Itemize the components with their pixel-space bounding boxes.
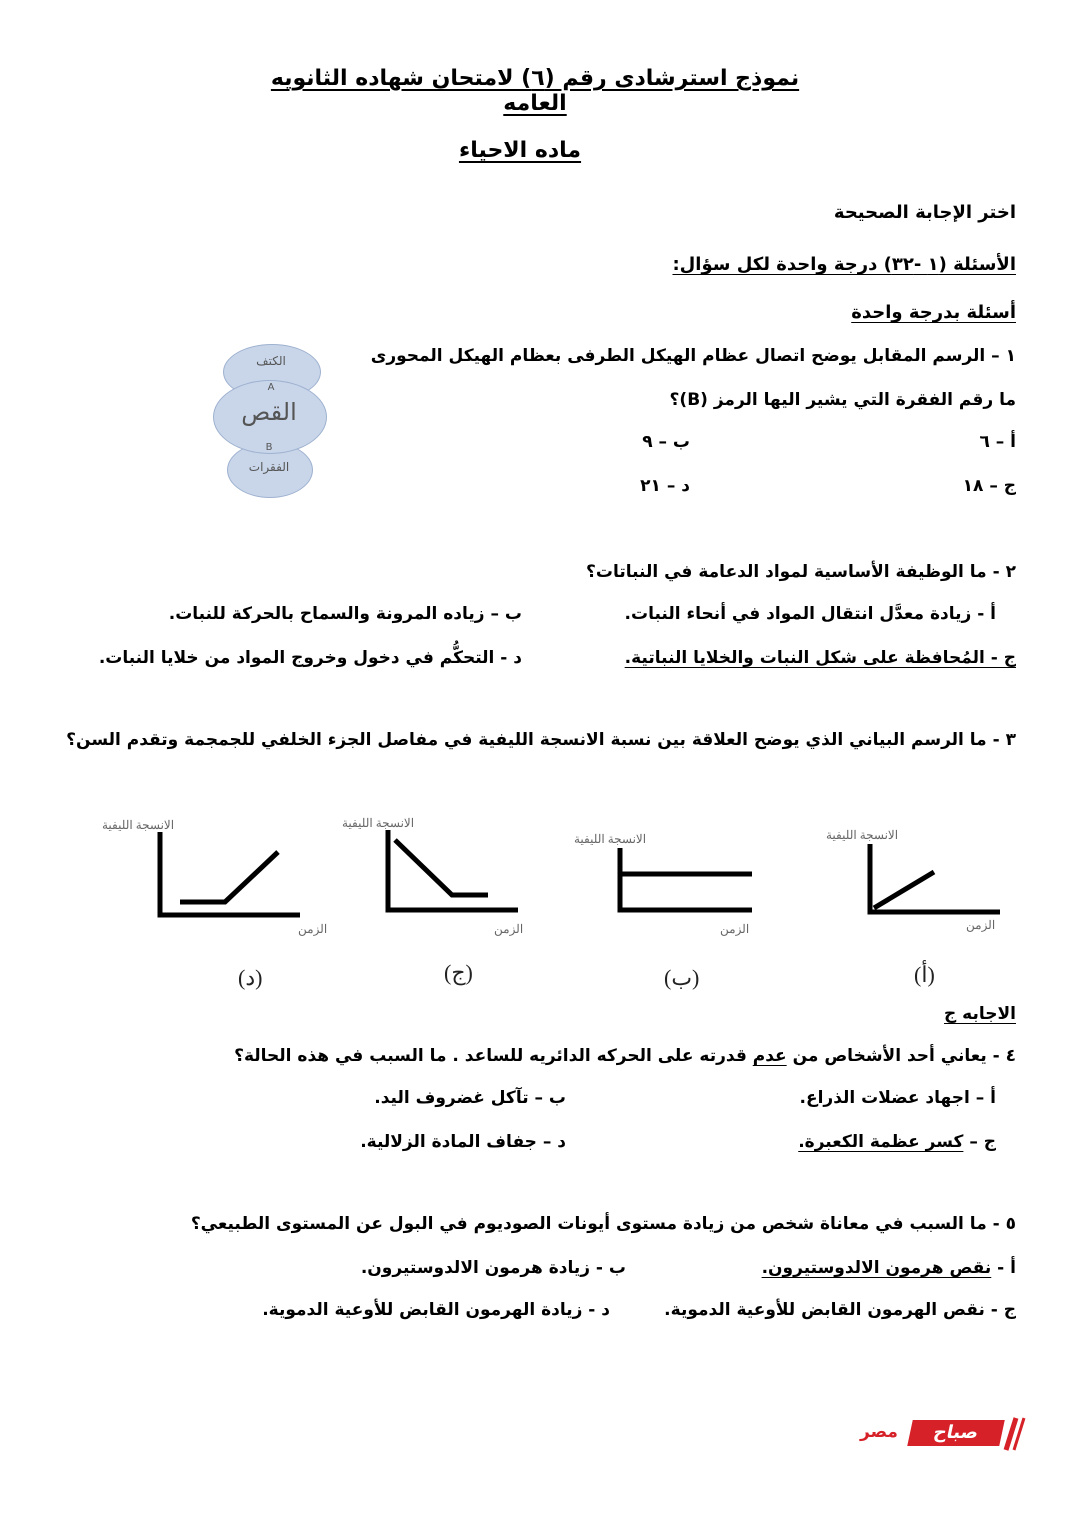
graph-b-ylabel: الانسجة الليفية [574,832,647,846]
graph-b-axes [620,848,752,910]
q5-option-d: د - زيادة الهرمون القابض للأوعية الدموية. [262,1300,610,1320]
q4-question-post: قدرته على الحركه الدائريه للساعد . ما السبب في هذه الحالة؟ [234,1046,753,1066]
q1-line2: ما رقم الفقرة التي يشير اليها الرمز (B)؟ [669,390,1016,410]
graph-d [150,830,310,925]
q1-option-d: د – ٢١ [640,476,690,496]
graph-b-xlabel: الزمن [720,922,750,936]
q5-option-a-answer: نقص هرمون الالدوستيرون. [761,1258,992,1278]
instruction-choose: اختر الإجابة الصحيحة [833,202,1016,223]
q4-option-b: ب – تآكل غضروف اليد. [374,1088,566,1108]
q4-question-pre: ٤ - يعاني أحد الأشخاص من [786,1046,1016,1066]
q1-option-c: ج – ١٨ [962,476,1016,496]
graph-a [860,842,1010,918]
q1-option-a: أ – ٦ [979,432,1016,452]
graph-a-axes [870,844,1000,912]
graph-c [380,828,530,918]
subject-title: ماده الاحياء [458,138,582,163]
q1-line1: ١ – الرسم المقابل يوضح اتصال عظام الهيكل الطرفى بعظام الهيكل المحورى [370,346,1016,366]
instruction-range: الأسئلة (١ -٣٢) درجة واحدة لكل سؤال: [672,254,1016,275]
graph-d-caption: (د) [238,965,263,990]
graph-d-xlabel: الزمن [298,922,328,936]
graph-c-ylabel: الانسجة الليفية [342,816,415,830]
graph-b-caption: (ب) [664,965,700,990]
graph-c-xlabel: الزمن [494,922,524,936]
graph-c-caption: (ج) [444,960,473,985]
q2-option-a: أ - زيادة معدَّل انتقال المواد في أنحاء النبات. [624,604,996,624]
q2-option-b: ب – زياده المرونة والسماح بالحركة للنبات. [168,604,522,624]
q4-option-c-answer: كسر عظمة الكعبرة. [798,1132,964,1152]
q3-answer: الاجابه ج [944,1004,1016,1024]
chest-label: القص [241,398,297,426]
q4-option-c [798,1132,996,1152]
q5-option-b: ب - زيادة هرمون الالدوستيرون. [360,1258,626,1278]
graph-d-line [180,852,278,902]
q2-question: ٢ - ما الوظيفة الأساسية لمواد الدعامة في النباتات؟ [586,562,1016,582]
q5-option-a [762,1258,1016,1278]
skeleton-diagram [205,340,340,500]
q2-option-d: د - التحكُّم في دخول وخروج المواد من خلايا النبات. [98,648,522,668]
q4-question-emphasis: عدم [752,1046,787,1066]
graph-a-caption: (أ) [914,962,935,987]
page-title: نموذج استرشادى رقم (٦) لامتحان شهاده الثانويه العامه [270,66,800,116]
graph-c-line [395,840,488,895]
logo-word-masr: مصر [860,1422,898,1442]
graph-d-ylabel: الانسجة الليفية [102,818,175,832]
b-label: B [265,442,273,453]
a-label: A [267,382,275,393]
q5-question: ٥ - ما السبب في معاناة شخص من زيادة مستوى أيونات الصوديوم في البول عن المستوى الطبيعي؟ [190,1214,1016,1234]
sabah-masr-logo [856,1414,1028,1454]
logo-word-sabah: صباح [907,1420,1005,1446]
vertebrae-label: الفقرات [248,460,290,474]
q1-option-b: ب – ٩ [642,432,690,452]
shoulder-label: الكتف [256,354,286,368]
q5-option-c: ج - نقص الهرمون القابض للأوعية الدموية. [664,1300,1016,1320]
graph-a-line [874,872,934,908]
q4-question [234,1046,1016,1066]
graph-a-xlabel: الزمن [966,918,996,932]
graph-c-axes [388,830,518,910]
graph-b [612,846,762,918]
q4-option-c-prefix: ج – [963,1132,996,1152]
instruction-one-mark: أسئلة بدرجة واحدة [851,302,1016,323]
graph-a-ylabel: الانسجة الليفية [826,828,899,842]
q4-option-a: أ – اجهاد عضلات الذراع. [799,1088,996,1108]
q3-question: ٣ - ما الرسم البياني الذي يوضح العلاقة بين نسبة الانسجة الليفية في مفاصل الجزء الخلفي للجمجمة وتقدم السن؟ [66,730,1016,750]
q5-option-a-prefix: أ - [991,1258,1016,1278]
q4-option-d: د – جفاف المادة الزلالية. [360,1132,566,1152]
q2-option-c: ج - المُحافظة على شكل النبات والخلايا النباتية. [624,648,1016,668]
